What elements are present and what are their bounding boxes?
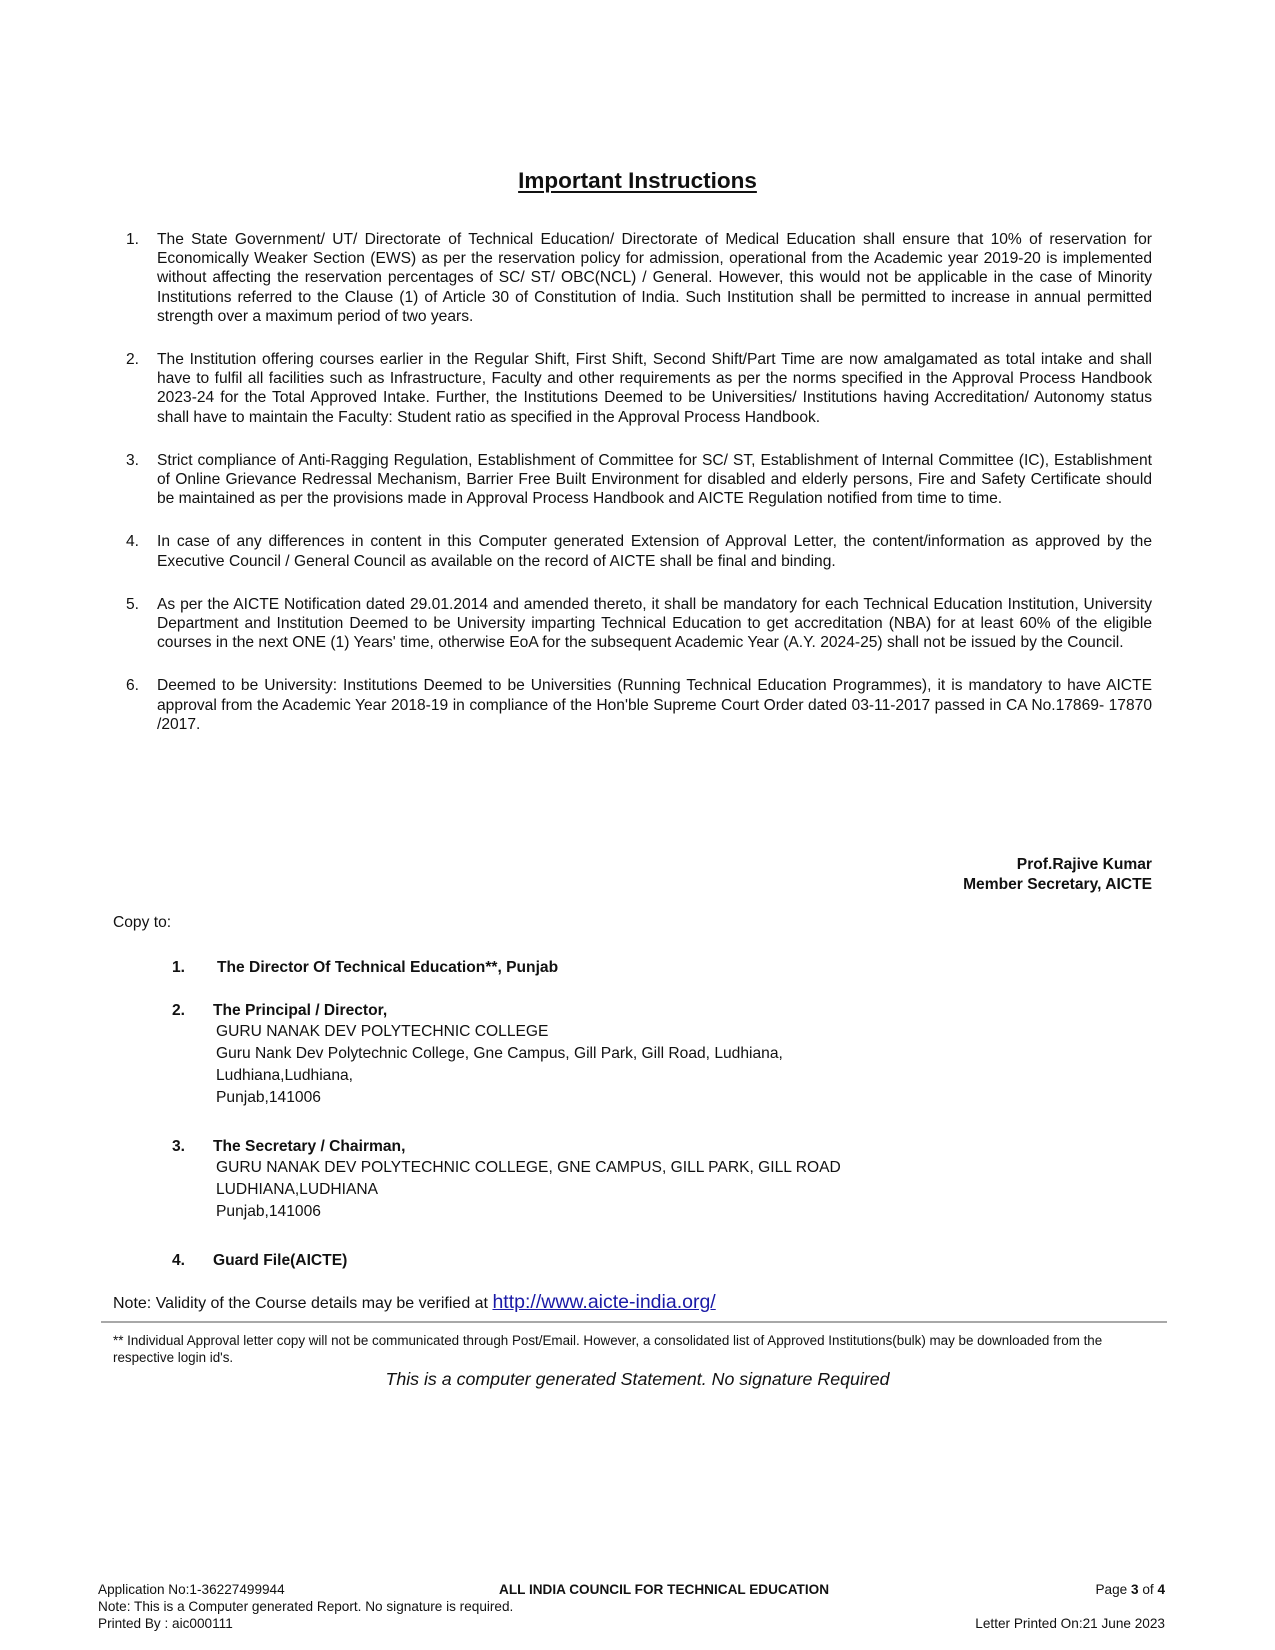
instruction-number: 3. [126,451,140,469]
copy-to-number: 3. [172,1138,186,1155]
copy-to-heading: The Secretary / Chairman, [213,1138,406,1155]
page-current: 3 [1130,1582,1139,1597]
signatory-name: Prof.Rajive Kumar [1016,856,1152,873]
instruction-item [126,676,1152,734]
instruction-item [126,595,1152,653]
instruction-text: As per the AICTE Notification dated 29.01.2014 and amended thereto, it shall be mandatory for each Technical Education Institution, University Department and Institution Deemed to be University imparting Technical Education to get accreditation (NBA) for at least 60% of the eligible courses in the next ONE (1) Years' time, otherwise EoA for the subsequent Academic Year (A.Y. 2024-25) shall not be issued by the Council. [157,595,1152,652]
application-number: Application No:1-36227499944 [98,1582,285,1597]
instruction-number: 5. [126,595,140,613]
copy-to-label: Copy to: [113,914,172,931]
signatory-designation: Member Secretary, AICTE [963,876,1152,893]
copy-to-number: 1. [172,959,186,976]
printed-by: Printed By : aic000111 [98,1616,233,1631]
aicte-website-link[interactable]: http://www.aicte-india.org/ [492,1291,716,1313]
page-title: Important Instructions [518,168,757,193]
instruction-item [126,350,1152,427]
instruction-item [126,532,1152,570]
copy-to-heading: Guard File(AICTE) [213,1252,348,1269]
validity-note-text: Note: Validity of the Course details may be verified at [113,1295,493,1312]
instruction-item [126,451,1152,509]
copy-to-number: 4. [172,1252,186,1269]
report-note: Note: This is a Computer generated Report. No signature is required. [98,1599,514,1614]
computer-generated-statement: This is a computer generated Statement. No signature Required [385,1369,890,1389]
instruction-text: The State Government/ UT/ Directorate of Technical Education/ Directorate of Medical Education shall ensure that 10% of reservation for Economically Weaker Section (EWS) as per the reservation policy for admission, operational from the Academic year 2019-20 is implemented without affecting the reservation percentages of SC/ ST/ OBC(NCL) / General. However, this would not be applicable in the case of Minority Institutions referred to the Clause (1) of Article 30 of Constitution of India. Such Institution shall be permitted to increase in annual permitted strength over a maximum period of two years. [157,231,1152,325]
address-line: LUDHIANA,LUDHIANA [216,1181,379,1198]
address-line: Punjab,141006 [216,1089,321,1106]
instruction-number: 2. [126,351,140,369]
address-line: Punjab,141006 [216,1203,321,1220]
page-of: of [1138,1582,1158,1597]
instruction-text: The Institution offering courses earlier in the Regular Shift, First Shift, Second Shift/Part Time are now amalgamated as total intake and shall have to fulfil all facilities such as Infrastructure, Faculty and other requirements as per the norms specified in the Approval Process Handbook 2023-24 for the Total Approved Intake. Further, the Institutions Deemed to be Universities/ Institutions having Accreditation/ Autonomy status shall have to maintain the Faculty: Student ratio as specified in the Approval Process Handbook. [157,351,1152,426]
copy-to-number: 2. [172,1002,186,1019]
instruction-number: 1. [126,231,140,248]
validity-note [113,1291,716,1314]
organization-name: ALL INDIA COUNCIL FOR TECHNICAL EDUCATION [499,1582,830,1597]
instructions-list [126,230,1152,758]
address-line: Guru Nank Dev Polytechnic College, Gne Campus, Gill Park, Gill Road, Ludhiana, [216,1045,783,1062]
address-line: Ludhiana,Ludhiana, [216,1067,354,1084]
instruction-number: 6. [126,677,140,695]
copy-to-heading: The Director Of Technical Education**, Punjab [217,959,559,976]
instruction-text: Strict compliance of Anti-Ragging Regulation, Establishment of Committee for SC/ ST, Establishment of Internal Committee (IC), Establishment of Online Grievance Redressal Mechanism, Barrier Free Built Environment for disabled and elderly persons, Fire and Safety Certificate should be maintained as per the provisions made in Approval Process Handbook and AICTE Regulation notified from time to time. [157,451,1152,508]
copy-to-heading: The Principal / Director, [213,1002,388,1019]
bulk-download-note: ** Individual Approval letter copy will not be communicated through Post/Email. However, a consolidated list of Approved Institutions(bulk) may be downloaded from the respective login id's. [113,1333,1103,1365]
instruction-number: 4. [126,533,140,551]
printed-on-date: Letter Printed On:21 June 2023 [975,1616,1165,1631]
instruction-item [126,230,1152,326]
address-line: GURU NANAK DEV POLYTECHNIC COLLEGE [216,1023,549,1040]
page-indicator [1095,1581,1165,1598]
address-line: GURU NANAK DEV POLYTECHNIC COLLEGE, GNE CAMPUS, GILL PARK, GILL ROAD [216,1159,841,1176]
instruction-text: In case of any differences in content in this Computer generated Extension of Approval Letter, the content/information as approved by the Executive Council / General Council as available on the record of AICTE shall be final and binding. [157,533,1152,570]
divider [101,1321,1167,1323]
page-total: 4 [1157,1582,1165,1597]
page-prefix: Page [1095,1582,1131,1597]
instruction-text: Deemed to be University: Institutions Deemed to be Universities (Running Technical Education Programmes), it is mandatory to have AICTE approval from the Academic Year 2018-19 in compliance of the Hon'ble Supreme Court Order dated 03-11-2017 passed in CA No.17869- 17870 /2017. [157,677,1152,733]
